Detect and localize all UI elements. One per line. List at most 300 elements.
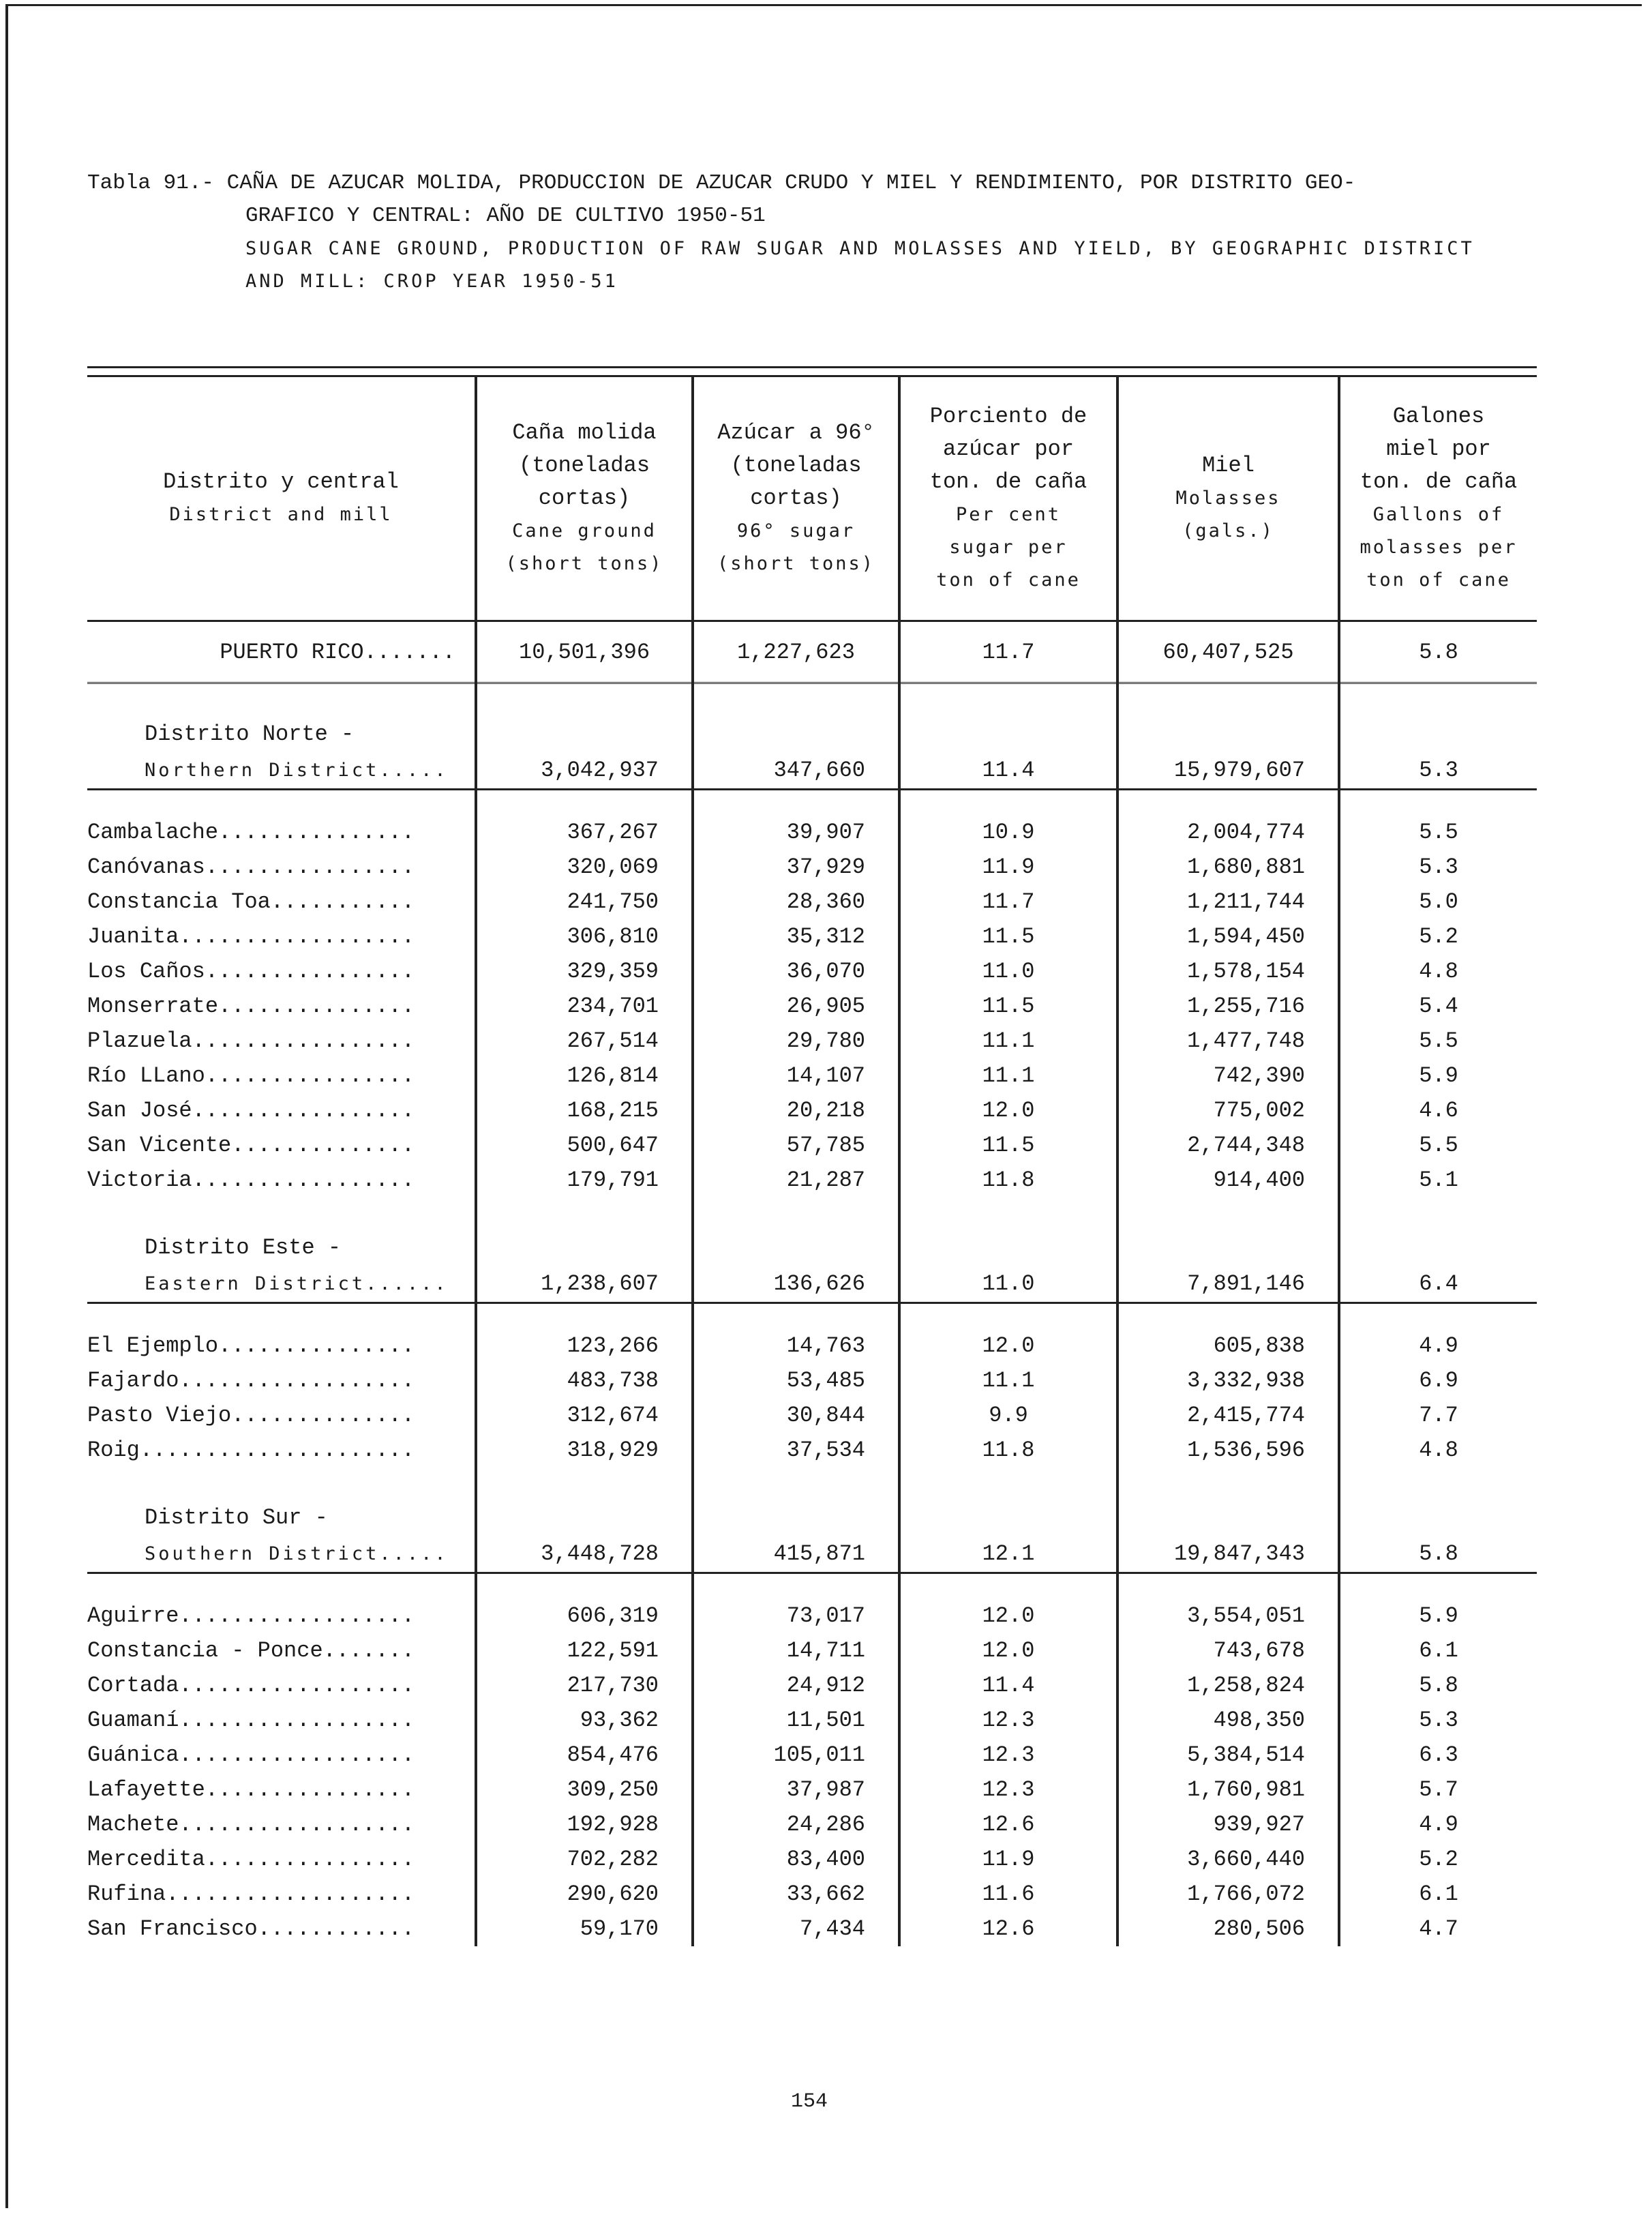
mill-row: [87, 1842, 1537, 1877]
title-es-line1: Tabla 91.- CAÑA DE AZUCAR MOLIDA, PRODUCCION DE AZUCAR CRUDO Y MIEL Y RENDIMIENTO, POR DISTRITO GEO-: [87, 171, 1356, 195]
spacer-cell: [87, 1197, 476, 1230]
spacer-cell: [1117, 683, 1339, 717]
spacer-cell: [899, 790, 1117, 816]
cell-sugar: 57,785: [693, 1128, 899, 1163]
mill-row: [87, 1128, 1537, 1163]
cell-sugar: 35,312: [693, 919, 899, 954]
header-molasses-en2: (gals.): [1182, 520, 1274, 541]
cell-sugar: 11,501: [693, 1703, 899, 1738]
cell-molasses: 1,578,154: [1117, 954, 1339, 989]
cell-gallons: 7.7: [1339, 1398, 1537, 1433]
spacer-row: [87, 1573, 1537, 1599]
cell-cane: 123,266: [476, 1328, 693, 1363]
cell-sugar: 20,218: [693, 1093, 899, 1128]
cell-cane: 217,730: [476, 1668, 693, 1703]
header-gallons-es2: miel por: [1386, 436, 1491, 462]
cell-sugar: 73,017: [693, 1598, 899, 1633]
cell-gallons: 5.2: [1339, 1842, 1537, 1877]
header-sugar-en2: (short tons): [717, 553, 875, 574]
cell-cane: 312,674: [476, 1398, 693, 1433]
cell-percent: 12.0: [899, 1633, 1117, 1668]
cell-sugar: 24,286: [693, 1807, 899, 1842]
cell-percent: 9.9: [899, 1398, 1117, 1433]
cell-molasses: 605,838: [1117, 1328, 1339, 1363]
cell-cane: 93,362: [476, 1703, 693, 1738]
spacer-cell: [1117, 1500, 1339, 1535]
cell-percent: 12.3: [899, 1738, 1117, 1772]
district-total-row-north: [87, 752, 1537, 790]
cell-cane: 320,069: [476, 850, 693, 884]
cell-gallons: 5.5: [1339, 1128, 1537, 1163]
spacer-cell: [693, 1303, 899, 1329]
header-sugar-es3: cortas): [750, 486, 842, 511]
cell-percent: 12.0: [899, 1328, 1117, 1363]
cell-molasses: 775,002: [1117, 1093, 1339, 1128]
cell-percent: 10.9: [899, 815, 1117, 850]
mill-row: [87, 1911, 1537, 1946]
header-cane-en1: Cane ground: [512, 520, 657, 541]
puerto-rico-total-row: [87, 621, 1537, 683]
cell-percent: 11.8: [899, 1163, 1117, 1197]
cell-cane: 854,476: [476, 1738, 693, 1772]
cell-sugar: 30,844: [693, 1398, 899, 1433]
cell-cane: 1,238,607: [476, 1265, 693, 1303]
cell-cane: 10,501,396: [476, 621, 693, 683]
cell-molasses: 1,258,824: [1117, 1668, 1339, 1703]
cell-percent: 11.6: [899, 1877, 1117, 1911]
spacer-cell: [1117, 1230, 1339, 1265]
cell-molasses: 5,384,514: [1117, 1738, 1339, 1772]
cell-molasses: 742,390: [1117, 1058, 1339, 1093]
cell-molasses: 2,744,348: [1117, 1128, 1339, 1163]
cell-percent: 11.4: [899, 752, 1117, 790]
cell-cane: 606,319: [476, 1598, 693, 1633]
cell-gallons: 5.3: [1339, 850, 1537, 884]
row-name: San Vicente..............: [87, 1133, 415, 1158]
header-sugar-es2: (toneladas: [730, 453, 862, 478]
cell-molasses: 3,332,938: [1117, 1363, 1339, 1398]
cell-molasses: 60,407,525: [1117, 621, 1339, 683]
header-district-es: Distrito y central: [163, 469, 399, 494]
mill-row: [87, 1633, 1537, 1668]
mill-row: [87, 1433, 1537, 1468]
cell-percent: 11.9: [899, 850, 1117, 884]
row-name: Río LLano................: [87, 1063, 415, 1088]
cell-percent: 11.1: [899, 1363, 1117, 1398]
spacer-cell: [693, 1500, 899, 1535]
cell-cane: 306,810: [476, 919, 693, 954]
cell-sugar: 33,662: [693, 1877, 899, 1911]
cell-sugar: 28,360: [693, 884, 899, 919]
header-gallons-en1: Gallons of: [1372, 504, 1505, 525]
row-name: Canóvanas................: [87, 854, 415, 880]
cell-sugar: 7,434: [693, 1911, 899, 1946]
cell-gallons: 6.4: [1339, 1265, 1537, 1303]
district-name-en: Southern District.....: [87, 1535, 476, 1573]
mill-row: [87, 1363, 1537, 1398]
header-cane-es3: cortas): [538, 486, 631, 511]
header-cane-es1: Caña molida: [512, 420, 657, 445]
row-name: Roig.....................: [87, 1438, 415, 1463]
cell-percent: 12.0: [899, 1598, 1117, 1633]
mill-row: [87, 1093, 1537, 1128]
spacer-cell: [1117, 1468, 1339, 1500]
spacer-cell: [1117, 790, 1339, 816]
cell-percent: 11.4: [899, 1668, 1117, 1703]
mill-row: [87, 1807, 1537, 1842]
mill-row: [87, 1703, 1537, 1738]
cell-percent: 12.3: [899, 1703, 1117, 1738]
cell-gallons: 5.8: [1339, 1668, 1537, 1703]
mill-row: [87, 1024, 1537, 1058]
cell-gallons: 4.8: [1339, 1433, 1537, 1468]
spacer-cell: [1339, 1500, 1537, 1535]
cell-molasses: 1,680,881: [1117, 850, 1339, 884]
spacer-cell: [1117, 1197, 1339, 1230]
spacer-cell: [476, 1500, 693, 1535]
spacer-cell: [476, 683, 693, 717]
row-name: Cortada..................: [87, 1673, 415, 1698]
cell-gallons: 5.9: [1339, 1598, 1537, 1633]
header-percent-en3: ton of cane: [936, 569, 1081, 591]
cell-cane: 267,514: [476, 1024, 693, 1058]
row-name: Constancia - Ponce.......: [87, 1638, 415, 1663]
row-name: Mercedita................: [87, 1847, 415, 1872]
mill-row: [87, 850, 1537, 884]
cell-gallons: 5.7: [1339, 1772, 1537, 1807]
header-molasses: [1117, 377, 1339, 621]
cell-cane: 702,282: [476, 1842, 693, 1877]
spacer-row: [87, 1468, 1537, 1500]
spacer-cell: [87, 683, 476, 717]
row-name: Constancia Toa...........: [87, 889, 415, 914]
row-name: Plazuela.................: [87, 1028, 415, 1054]
row-name: Victoria.................: [87, 1167, 415, 1193]
header-gallons-en3: ton of cane: [1366, 569, 1511, 591]
table-body: [87, 621, 1537, 1947]
row-name: Guamaní..................: [87, 1708, 415, 1733]
mill-row: [87, 989, 1537, 1024]
cell-gallons: 5.5: [1339, 815, 1537, 850]
mill-row: [87, 1058, 1537, 1093]
cell-gallons: 5.3: [1339, 752, 1537, 790]
spacer-cell: [1339, 717, 1537, 752]
cell-sugar: 415,871: [693, 1535, 899, 1573]
spacer-cell: [1117, 1573, 1339, 1599]
header-percent: [899, 377, 1117, 621]
spacer-cell: [899, 1230, 1117, 1265]
district-name-row-south: [87, 1500, 1537, 1535]
district-total-row-south: [87, 1535, 1537, 1573]
cell-sugar: 105,011: [693, 1738, 899, 1772]
spacer-cell: [1117, 717, 1339, 752]
spacer-row: [87, 1197, 1537, 1230]
header-cane: [476, 377, 693, 621]
spacer-cell: [1117, 1303, 1339, 1329]
header-molasses-es: Miel: [1202, 453, 1255, 478]
row-name: Los Caños................: [87, 959, 415, 984]
cell-sugar: 83,400: [693, 1842, 899, 1877]
header-sugar-en1: 96° sugar: [736, 520, 856, 541]
cell-percent: 11.5: [899, 919, 1117, 954]
cell-molasses: 914,400: [1117, 1163, 1339, 1197]
spacer-cell: [1339, 1230, 1537, 1265]
cell-gallons: 5.5: [1339, 1024, 1537, 1058]
mill-row: [87, 815, 1537, 850]
mill-row: [87, 1163, 1537, 1197]
spacer-cell: [1339, 1468, 1537, 1500]
cell-cane: 179,791: [476, 1163, 693, 1197]
cell-gallons: 6.1: [1339, 1877, 1537, 1911]
row-name: Cambalache...............: [87, 820, 415, 845]
cell-gallons: 5.4: [1339, 989, 1537, 1024]
spacer-cell: [693, 1468, 899, 1500]
cell-molasses: 1,536,596: [1117, 1433, 1339, 1468]
cell-cane: 500,647: [476, 1128, 693, 1163]
header-sugar: [693, 377, 899, 621]
row-name: San Francisco............: [87, 1916, 415, 1941]
row-name: Fajardo..................: [87, 1368, 415, 1393]
mill-row: [87, 1772, 1537, 1807]
cell-molasses: 1,211,744: [1117, 884, 1339, 919]
row-name: PUERTO RICO.......: [87, 621, 476, 683]
spacer-row: [87, 1303, 1537, 1329]
cell-sugar: 37,929: [693, 850, 899, 884]
cell-sugar: 29,780: [693, 1024, 899, 1058]
top-double-rule: [87, 366, 1537, 377]
cell-cane: 3,448,728: [476, 1535, 693, 1573]
cell-molasses: 2,415,774: [1117, 1398, 1339, 1433]
mill-row: [87, 1598, 1537, 1633]
cell-sugar: 36,070: [693, 954, 899, 989]
cell-molasses: 1,766,072: [1117, 1877, 1339, 1911]
header-percent-en2: sugar per: [949, 537, 1068, 558]
header-gallons-en2: molasses per: [1360, 537, 1518, 558]
cell-gallons: 6.1: [1339, 1633, 1537, 1668]
mill-row: [87, 1668, 1537, 1703]
cell-cane: 234,701: [476, 989, 693, 1024]
cell-cane: 192,928: [476, 1807, 693, 1842]
cell-sugar: 136,626: [693, 1265, 899, 1303]
cell-molasses: 1,760,981: [1117, 1772, 1339, 1807]
header-gallons: [1339, 377, 1537, 621]
mill-row: [87, 1328, 1537, 1363]
district-name-en: Northern District.....: [87, 752, 476, 790]
cell-gallons: 5.8: [1339, 1535, 1537, 1573]
header-row: [87, 377, 1537, 621]
spacer-cell: [476, 717, 693, 752]
cell-sugar: 14,711: [693, 1633, 899, 1668]
spacer-cell: [693, 683, 899, 717]
cell-gallons: 5.9: [1339, 1058, 1537, 1093]
cell-percent: 12.1: [899, 1535, 1117, 1573]
cell-percent: 11.0: [899, 954, 1117, 989]
cell-gallons: 5.2: [1339, 919, 1537, 954]
mill-row: [87, 919, 1537, 954]
cell-percent: 11.7: [899, 621, 1117, 683]
cell-sugar: 37,534: [693, 1433, 899, 1468]
cell-sugar: 347,660: [693, 752, 899, 790]
cell-cane: 126,814: [476, 1058, 693, 1093]
district-name-en: Eastern District......: [87, 1265, 476, 1303]
spacer-cell: [693, 717, 899, 752]
spacer-cell: [476, 1573, 693, 1599]
cell-sugar: 24,912: [693, 1668, 899, 1703]
cell-cane: 329,359: [476, 954, 693, 989]
cell-cane: 483,738: [476, 1363, 693, 1398]
cell-sugar: 37,987: [693, 1772, 899, 1807]
cell-percent: 11.5: [899, 1128, 1117, 1163]
cell-molasses: 280,506: [1117, 1911, 1339, 1946]
cell-molasses: 498,350: [1117, 1703, 1339, 1738]
cell-percent: 11.1: [899, 1058, 1117, 1093]
header-sugar-es1: Azúcar a 96°: [717, 420, 875, 445]
header-cane-en2: (short tons): [505, 553, 663, 574]
spacer-cell: [899, 683, 1117, 717]
spacer-cell: [87, 1573, 476, 1599]
cell-cane: 318,929: [476, 1433, 693, 1468]
cell-cane: 367,267: [476, 815, 693, 850]
row-name: San José.................: [87, 1098, 415, 1123]
cell-gallons: 4.7: [1339, 1911, 1537, 1946]
district-total-row-east: [87, 1265, 1537, 1303]
row-name: Lafayette................: [87, 1777, 415, 1802]
cell-sugar: 1,227,623: [693, 621, 899, 683]
spacer-cell: [899, 1197, 1117, 1230]
cell-molasses: 1,255,716: [1117, 989, 1339, 1024]
row-name: Machete..................: [87, 1812, 415, 1837]
cell-percent: 12.6: [899, 1807, 1117, 1842]
spacer-cell: [476, 790, 693, 816]
cell-gallons: 4.6: [1339, 1093, 1537, 1128]
spacer-cell: [693, 1197, 899, 1230]
cell-molasses: 1,594,450: [1117, 919, 1339, 954]
cell-molasses: 939,927: [1117, 1807, 1339, 1842]
mill-row: [87, 1877, 1537, 1911]
mill-row: [87, 1398, 1537, 1433]
cell-sugar: 14,763: [693, 1328, 899, 1363]
spacer-cell: [476, 1303, 693, 1329]
table-title: [87, 167, 1533, 298]
spacer-cell: [1339, 1573, 1537, 1599]
cell-molasses: 19,847,343: [1117, 1535, 1339, 1573]
cell-gallons: 4.9: [1339, 1328, 1537, 1363]
header-gallons-es3: ton. de caña: [1360, 469, 1518, 494]
cell-percent: 12.3: [899, 1772, 1117, 1807]
header-percent-es1: Porciento de: [929, 404, 1087, 429]
row-name: Rufina...................: [87, 1881, 415, 1907]
header-percent-es3: ton. de caña: [929, 469, 1087, 494]
spacer-cell: [476, 1197, 693, 1230]
spacer-cell: [476, 1230, 693, 1265]
cell-percent: 12.6: [899, 1911, 1117, 1946]
header-molasses-en1: Molasses: [1175, 488, 1281, 509]
cell-cane: 168,215: [476, 1093, 693, 1128]
header-cane-es2: (toneladas: [518, 453, 650, 478]
spacer-cell: [87, 1468, 476, 1500]
cell-molasses: 7,891,146: [1117, 1265, 1339, 1303]
header-percent-en1: Per cent: [955, 504, 1062, 525]
spacer-cell: [899, 1303, 1117, 1329]
title-en-line1: SUGAR CANE GROUND, PRODUCTION OF RAW SUGAR AND MOLASSES AND YIELD, BY GEOGRAPHIC DISTRICT: [245, 238, 1475, 259]
row-name: Monserrate...............: [87, 994, 415, 1019]
cell-cane: 241,750: [476, 884, 693, 919]
cell-gallons: 5.1: [1339, 1163, 1537, 1197]
header-gallons-es1: Galones: [1392, 404, 1485, 429]
cell-gallons: 4.9: [1339, 1807, 1537, 1842]
cell-cane: 309,250: [476, 1772, 693, 1807]
cell-gallons: 5.3: [1339, 1703, 1537, 1738]
district-name-es: Distrito Sur -: [145, 1505, 328, 1530]
cell-percent: 11.0: [899, 1265, 1117, 1303]
mill-row: [87, 1738, 1537, 1772]
spacer-cell: [899, 717, 1117, 752]
page-number: 154: [791, 2090, 828, 2113]
mill-row: [87, 954, 1537, 989]
cell-molasses: 15,979,607: [1117, 752, 1339, 790]
row-name: El Ejemplo...............: [87, 1333, 415, 1358]
district-name-row-north: [87, 717, 1537, 752]
spacer-cell: [87, 790, 476, 816]
spacer-cell: [899, 1468, 1117, 1500]
title-es-line2: GRAFICO Y CENTRAL: AÑO DE CULTIVO 1950-51: [245, 204, 766, 228]
header-district-en: District and mill: [169, 504, 393, 525]
cell-sugar: 53,485: [693, 1363, 899, 1398]
cell-gallons: 5.0: [1339, 884, 1537, 919]
spacer-cell: [476, 1468, 693, 1500]
row-name: Pasto Viejo..............: [87, 1403, 415, 1428]
row-name: Juanita..................: [87, 924, 415, 949]
cell-percent: 11.1: [899, 1024, 1117, 1058]
row-name: Aguirre..................: [87, 1603, 415, 1628]
cell-molasses: 743,678: [1117, 1633, 1339, 1668]
cell-cane: 59,170: [476, 1911, 693, 1946]
cell-cane: 3,042,937: [476, 752, 693, 790]
mill-row: [87, 884, 1537, 919]
spacer-cell: [899, 1573, 1117, 1599]
cell-sugar: 14,107: [693, 1058, 899, 1093]
data-table: [87, 377, 1537, 1946]
cell-molasses: 3,660,440: [1117, 1842, 1339, 1877]
cell-percent: 11.9: [899, 1842, 1117, 1877]
cell-percent: 11.5: [899, 989, 1117, 1024]
cell-percent: 11.7: [899, 884, 1117, 919]
cell-sugar: 26,905: [693, 989, 899, 1024]
spacer-cell: [1339, 790, 1537, 816]
header-district: [87, 377, 476, 621]
spacer-cell: [1339, 1303, 1537, 1329]
cell-sugar: 39,907: [693, 815, 899, 850]
spacer-cell: [87, 1303, 476, 1329]
spacer-row: [87, 683, 1537, 717]
cell-gallons: 5.8: [1339, 621, 1537, 683]
cell-molasses: 2,004,774: [1117, 815, 1339, 850]
title-en-line2: AND MILL: CROP YEAR 1950-51: [245, 271, 618, 292]
spacer-row: [87, 790, 1537, 816]
spacer-cell: [693, 790, 899, 816]
cell-percent: 12.0: [899, 1093, 1117, 1128]
cell-sugar: 21,287: [693, 1163, 899, 1197]
spacer-cell: [1339, 1197, 1537, 1230]
cell-cane: 122,591: [476, 1633, 693, 1668]
district-name-es: Distrito Este -: [145, 1235, 342, 1260]
cell-gallons: 6.3: [1339, 1738, 1537, 1772]
spacer-cell: [899, 1500, 1117, 1535]
cell-gallons: 6.9: [1339, 1363, 1537, 1398]
spacer-cell: [1339, 683, 1537, 717]
row-name: Guánica..................: [87, 1742, 415, 1768]
header-percent-es2: azúcar por: [942, 436, 1075, 462]
